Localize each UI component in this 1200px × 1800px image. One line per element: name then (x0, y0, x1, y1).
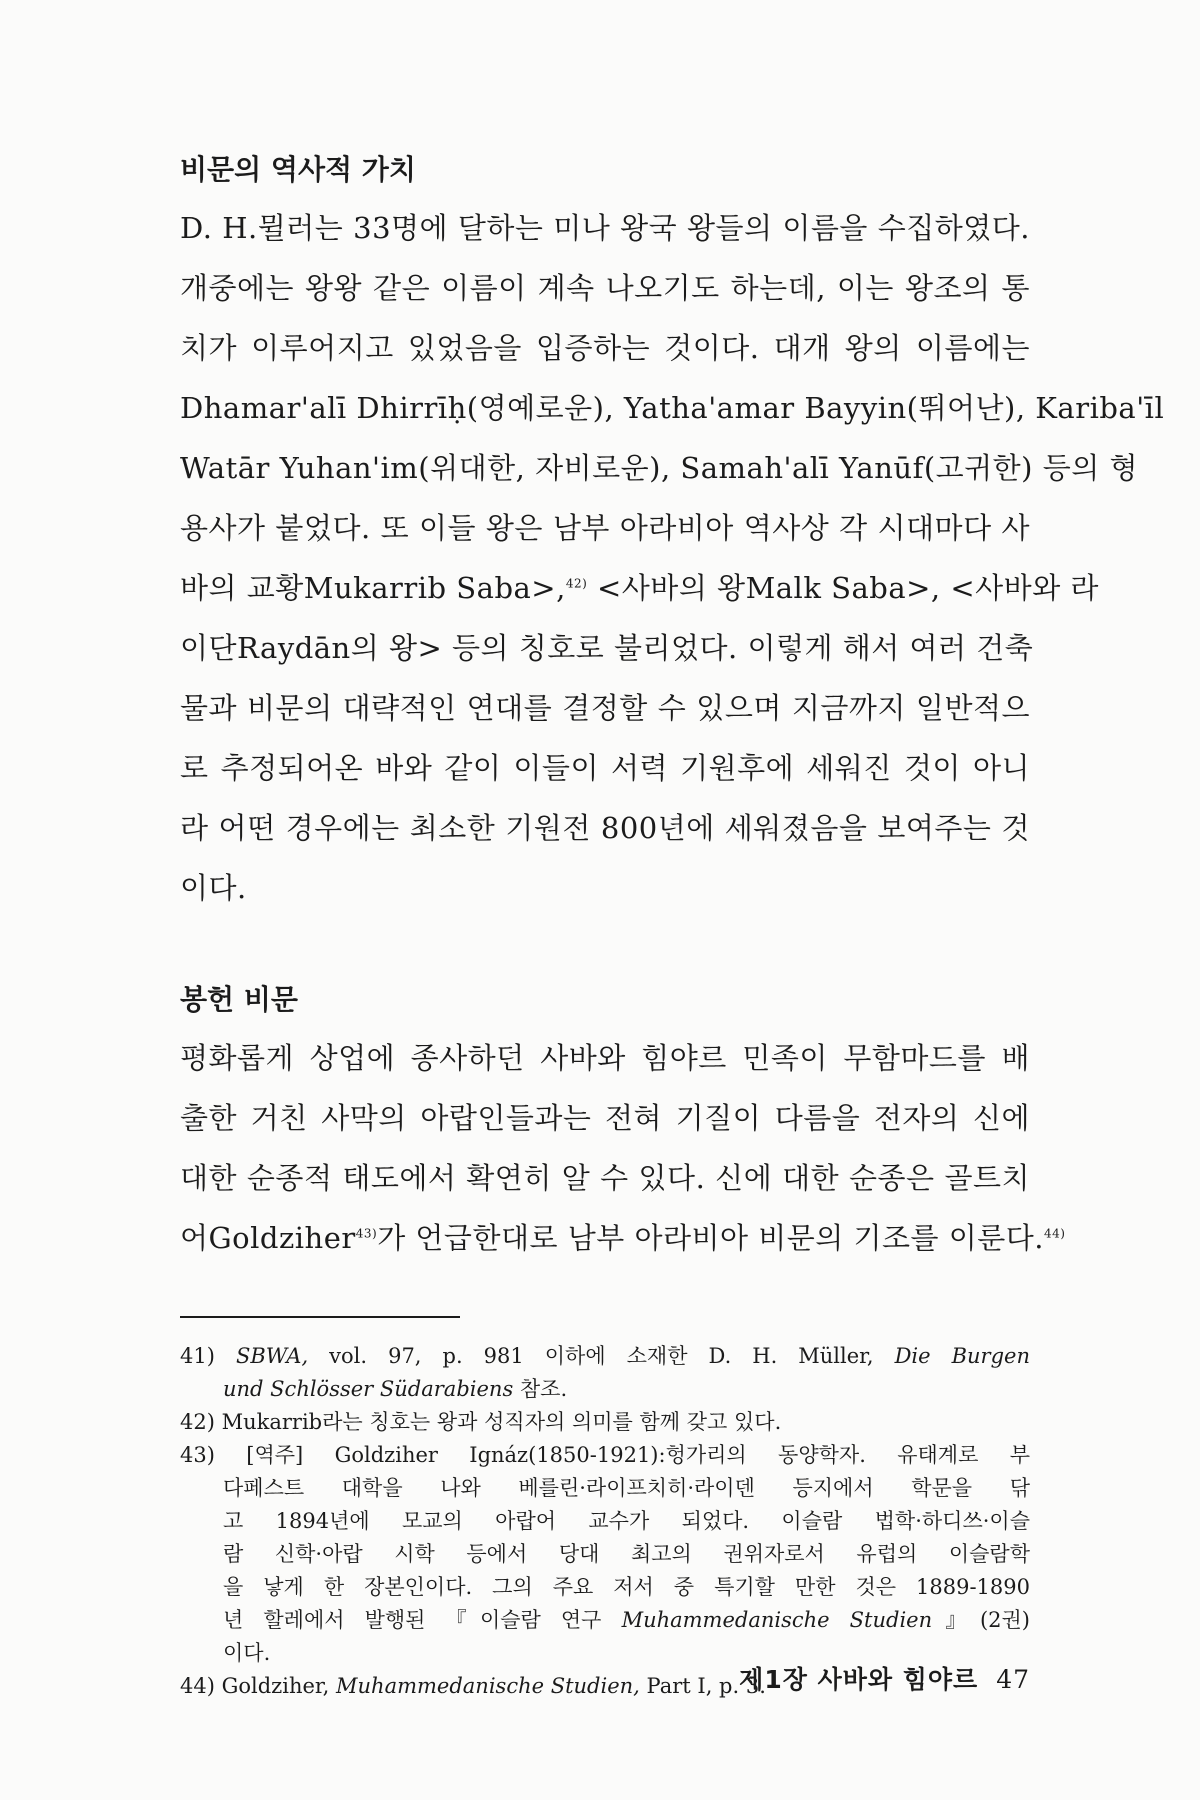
footnote-text: 을 낳게 한 장본인이다. 그의 주요 저서 중 특기할 만한 것은 1889-1890 (223, 1575, 1030, 1599)
footnote-41 (180, 1340, 1030, 1406)
body-line: 물과 비문의 대략적인 연대를 결정할 수 있으며 지금까지 일반적으 (180, 691, 1030, 725)
footnote-text: 이다. (223, 1641, 271, 1665)
section-heading: 봉헌 비문 (180, 983, 298, 1016)
body-line: 로 추정되어온 바와 같이 이들이 서력 기원후에 세워진 것이 아니 (180, 751, 1030, 785)
body-line: 평화롭게 상업에 종사하던 사바와 힘야르 민족이 무함마드를 배 (180, 1041, 1030, 1075)
running-footer (739, 1660, 1030, 1696)
body-line: D. H.뮐러는 33명에 달하는 미나 왕국 왕들의 이름을 수집하였다. (180, 211, 1030, 245)
footnote-text: Muhammedanische Studien, (336, 1674, 640, 1698)
body-text: 어Goldziher (180, 1221, 356, 1255)
footnote-text: 』(2권) (932, 1608, 1030, 1632)
footnote-number: 43) (180, 1443, 215, 1467)
body-line: 이단Raydān의 왕> 등의 칭호로 불리었다. 이렇게 해서 여러 건축 (180, 631, 1034, 665)
body-line: Dhamar'alī Dhirrīḥ(영예로운), Yatha'amar Bayyin(뛰어난), Kariba'īl (180, 391, 1165, 425)
body-line (180, 558, 1099, 618)
body-line: Watār Yuhan'im(위대한, 자비로운), Samah'alī Yanūf(고귀한) 등의 형 (180, 451, 1138, 485)
footnote-ref-44[interactable]: 44) (1044, 1226, 1066, 1241)
body-line: 대한 순종적 태도에서 확연히 알 수 있다. 신에 대한 순종은 골트치 (180, 1161, 1030, 1195)
body-line: 개중에는 왕왕 같은 이름이 계속 나오기도 하는데, 이는 왕조의 통 (180, 271, 1030, 305)
footnote-number: 44) (180, 1674, 215, 1698)
page-number: 47 (996, 1665, 1030, 1694)
footnote-text: 참조. (513, 1377, 568, 1401)
footnote-text: 고 1894년에 모교의 아랍어 교수가 되었다. 이슬람 법학·하디쓰·이슬 (223, 1509, 1030, 1533)
body-line: 출한 거친 사막의 아랍인들과는 전혀 기질이 다름을 전자의 신에 (180, 1101, 1030, 1135)
footnote-text: Muhammedanische Studien (621, 1608, 933, 1632)
footnote-ref-42[interactable]: 42) (565, 576, 588, 591)
footnotes (180, 1340, 1030, 1703)
page-content (180, 150, 1165, 1703)
section-gap (180, 918, 1030, 980)
footnote-text: Die Burgen (894, 1344, 1030, 1368)
footnote-text: [역주] Goldziher Ignáz(1850-1921):헝가리의 동양학자. 유태계로 부 (246, 1443, 1030, 1467)
body-line (180, 1208, 1066, 1268)
footnote-ref-43[interactable]: 43) (355, 1226, 378, 1241)
body-text: 바의 교황Mukarrib Saba>, (180, 571, 566, 605)
footnote-text: Part I, p. 3. (639, 1674, 766, 1698)
body-text: 가 언급한대로 남부 아라비아 비문의 기조를 이룬다. (377, 1221, 1045, 1255)
footnote-text: 다페스트 대학을 나와 베를린·라이프치히·라이덴 등지에서 학문을 닦 (223, 1476, 1030, 1500)
footnote-text: 람 신학·아랍 시학 등에서 당대 최고의 권위자로서 유럽의 이슬람학 (223, 1542, 1030, 1566)
section-votive-inscriptions (180, 980, 1066, 1268)
footnote-number: 42) (180, 1410, 215, 1434)
footnote-number: 41) (180, 1344, 215, 1368)
footnote-text: Mukarrib라는 칭호는 왕과 성직자의 의미를 함께 갖고 있다. (221, 1410, 782, 1434)
footnote-text: 년 할레에서 발행된 『이슬람 연구 (223, 1608, 622, 1632)
body-line: 이다. (180, 871, 247, 905)
footnote-43 (180, 1439, 1030, 1670)
footnote-divider (180, 1316, 460, 1318)
footnote-text: Goldziher, (221, 1674, 337, 1698)
chapter-title: 제1장 사바와 힘야르 (739, 1665, 979, 1694)
body-text: <사바의 왕Malk Saba>, <사바와 라 (587, 571, 1099, 605)
footnote-42 (180, 1406, 1030, 1439)
footnote-text: und Schlösser Südarabiens (223, 1377, 514, 1401)
footnote-text: SBWA, (235, 1344, 309, 1368)
footnote-text: vol. 97, p. 981 이하에 소재한 D. H. Müller, (308, 1344, 895, 1368)
body-line: 용사가 붙었다. 또 이들 왕은 남부 아라비아 역사상 각 시대마다 사 (180, 511, 1030, 545)
section-heading: 비문의 역사적 가치 (180, 153, 416, 186)
body-line: 라 어떤 경우에는 최소한 기원전 800년에 세워졌음을 보여주는 것 (180, 811, 1030, 845)
section-historical-value (180, 150, 1165, 918)
body-line: 치가 이루어지고 있었음을 입증하는 것이다. 대개 왕의 이름에는 (180, 331, 1030, 365)
